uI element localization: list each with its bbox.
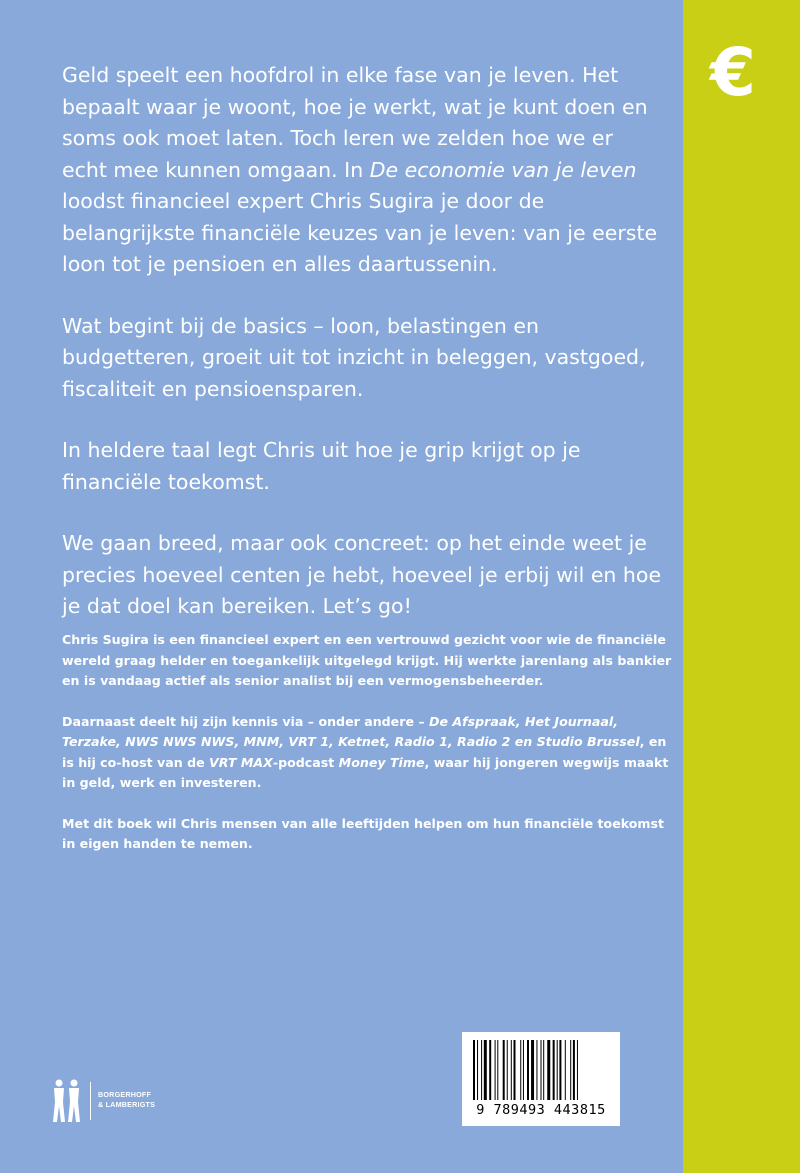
barcode-bar — [541, 1040, 542, 1100]
publisher-figures-icon — [50, 1078, 84, 1124]
vrt-max: VRT MAX — [209, 754, 273, 770]
barcode-bar — [489, 1040, 491, 1100]
barcode — [462, 1032, 620, 1126]
blurb-paragraph-2: Wat begint bij de basics – loon, belastingen en budgetteren, groeit uit tot inzicht in beleggen, vastgoed, fiscaliteit en pensioensparen. — [62, 313, 646, 401]
bio-paragraph-3: Met dit boek wil Chris mensen van alle leeftijden helpen om hun financiële toekomst in eigen handen te nemen. — [62, 815, 665, 851]
barcode-bar — [573, 1040, 575, 1100]
blurb-paragraph-4: We gaan breed, maar ook concreet: op het einde weet je precies hoeveel centen je hebt, hoeveel je erbij wil en hoe je dat doel kan bereiken. Let’s go! — [62, 531, 662, 618]
barcode-bar — [511, 1040, 512, 1100]
barcode-bar — [531, 1040, 534, 1100]
barcode-bar — [497, 1040, 498, 1100]
isbn-number: 9 789493 443815 — [476, 1102, 606, 1118]
author-bio — [62, 630, 677, 875]
barcode-bar — [565, 1040, 566, 1100]
barcode-bar — [514, 1040, 516, 1100]
blurb-paragraph-3: In heldere taal legt Chris uit hoe je grip krijgt op je financiële toekomst. — [62, 438, 581, 494]
logo-divider — [90, 1082, 91, 1120]
barcode-bar — [503, 1040, 505, 1100]
euro-symbol: € — [710, 34, 756, 111]
bio-paragraph-1: Chris Sugira is een financieel expert en een vertrouwd gezicht voor wie de financiële wereld graag helder en toegankelijk uitgelegd krijgt. Hij werkte jarenlang als bankier en is vandaag actief als senior analist bij een vermogensbeheerder. — [62, 632, 672, 688]
blurb-paragraph-1: Geld speelt een hoofdrol in elke fase van je leven. Het bepaalt waar je woont, hoe je werkt, wat je kunt doen en soms ook moet laten. Toch leren we zelden hoe we er echt mee kunnen omgaan. In De economie van je leven loodst financieel expert Chris Sugira je door de belangrijkste financiële keuzes van je leven: van je eerste loon tot je pensioen en alles daartussenin. — [62, 63, 658, 276]
podcast-title: Money Time — [338, 754, 425, 770]
barcode-bar — [477, 1040, 478, 1100]
barcode-bar — [523, 1040, 524, 1100]
barcode-bar — [536, 1040, 537, 1100]
barcode-bars — [473, 1040, 609, 1100]
barcode-bar — [547, 1040, 550, 1100]
barcode-bar — [520, 1040, 521, 1100]
barcode-bar — [553, 1040, 555, 1100]
publisher-logo — [50, 1078, 210, 1128]
barcode-bar — [570, 1040, 571, 1100]
barcode-bar — [495, 1040, 496, 1100]
barcode-bar — [559, 1040, 561, 1100]
book-title: De economie van je leven — [369, 157, 637, 182]
barcode-bar — [507, 1040, 508, 1100]
media-list: De Afspraak, Het Journaal, Terzake, NWS NWS NWS, MNM, VRT 1, Ketnet, Radio 1, Radio 2 en Studio Brussel — [62, 713, 640, 749]
barcode-bar — [577, 1040, 578, 1100]
barcode-bar — [557, 1040, 558, 1100]
spine-band — [683, 0, 800, 1173]
barcode-bar — [484, 1040, 487, 1100]
publisher-name: BORGERHOFF & LAMBERIGTS — [98, 1090, 156, 1109]
bio-paragraph-2: Daarnaast deelt hij zijn kennis via – onder andere – De Afspraak, Het Journaal, Terzake, NWS NWS NWS, MNM, VRT 1, Ketnet, Radio 1, Radio 2 en Studio Brussel, en is hij co-host van de VRT MAX-podcast Money Time, waar hij jongeren wegwijs maakt in geld, werk en investeren. — [62, 713, 669, 790]
blurb — [62, 60, 662, 653]
barcode-bar — [473, 1040, 475, 1100]
barcode-bar — [543, 1040, 544, 1100]
barcode-bar — [527, 1040, 529, 1100]
barcode-bar — [481, 1040, 482, 1100]
